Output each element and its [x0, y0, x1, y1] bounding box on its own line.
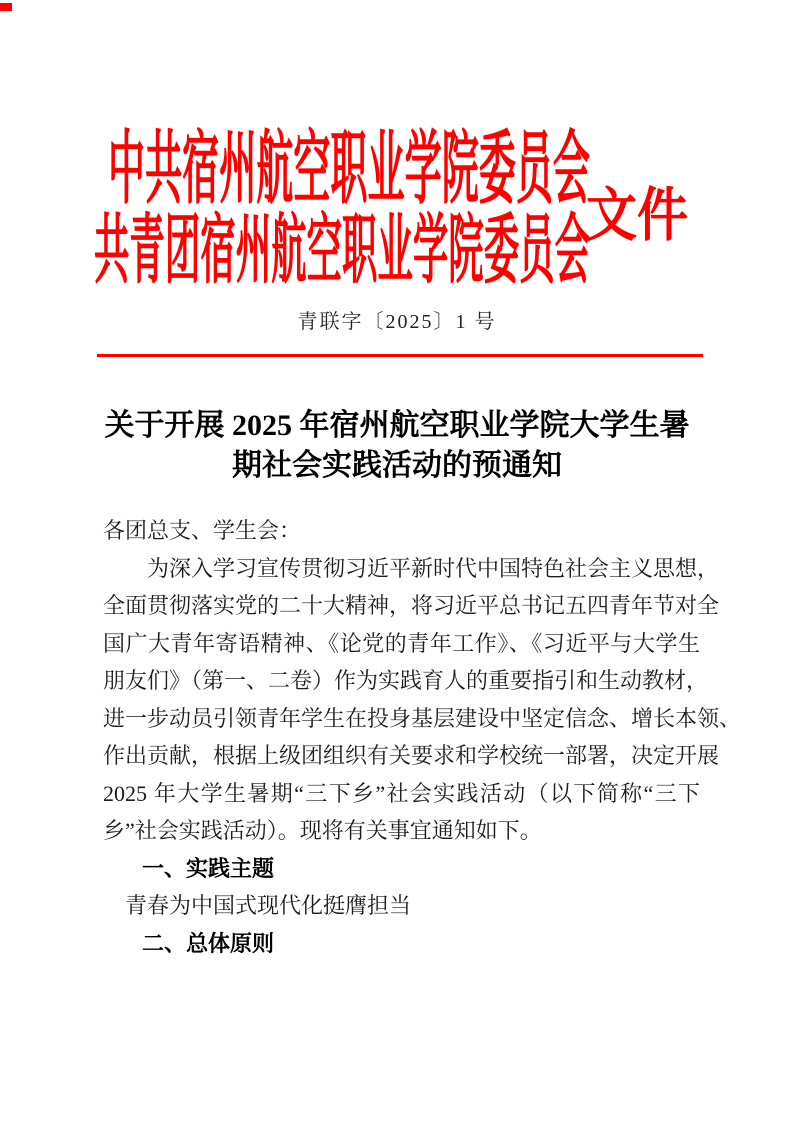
document-body	[103, 512, 742, 962]
letterhead-org-line-1	[108, 125, 592, 214]
paragraph-line: 为深入学习宣传贯彻习近平新时代中国特色社会主义思想，	[147, 555, 720, 581]
paragraph-line: 进一步动员引领青年学生在投身基层建设中坚定信念、增长本领、	[103, 705, 742, 731]
paragraph-line: 作出贡献，根据上级团组织有关要求和学校统一部署，决定开展	[103, 743, 720, 768]
salutation: 各团总支、学生会：	[103, 518, 302, 543]
section-2-heading: 二、总体原则	[142, 930, 275, 956]
document-title-line-1: 关于开展 2025 年宿州航空职业学院大学生暑	[104, 409, 690, 442]
letterhead-doc-type-text: 文件	[586, 183, 689, 248]
paragraph-line: 乡”社会实践活动）。现将有关事宜通知如下。	[103, 818, 542, 843]
document-title	[97, 406, 697, 486]
paragraph-line: 2025 年大学生暑期“三下乡”社会实践活动（以下简称“三下	[103, 780, 700, 806]
letterhead-org-line-1-text: 中共宿州航空职业学院委员会	[108, 125, 590, 214]
paragraph-line: 全面贯彻落实党的二十大精神，将习近平总书记五四青年节对全	[103, 593, 720, 618]
paragraph-line: 朋友们》（第一、二卷）作为实践育人的重要指引和生动教材，	[103, 668, 709, 693]
letterhead-org-line-2	[94, 207, 594, 293]
page-corner-mark	[0, 3, 12, 11]
practice-theme-text: 青春为中国式现代化挺膺担当	[125, 893, 412, 918]
letterhead-doc-type	[586, 183, 690, 248]
document-title-line-2: 期社会实践活动的预通知	[232, 449, 562, 482]
letterhead-org-line-2-text: 共青团宿州航空职业学院委员会	[94, 207, 590, 293]
paragraph-line: 国广大青年寄语精神、《论党的青年工作》、《习近平与大学生	[103, 630, 700, 656]
section-1-heading: 一、实践主题	[142, 855, 275, 881]
document-number: 青联字〔2025〕1 号	[297, 311, 497, 333]
red-separator-line	[97, 354, 703, 357]
